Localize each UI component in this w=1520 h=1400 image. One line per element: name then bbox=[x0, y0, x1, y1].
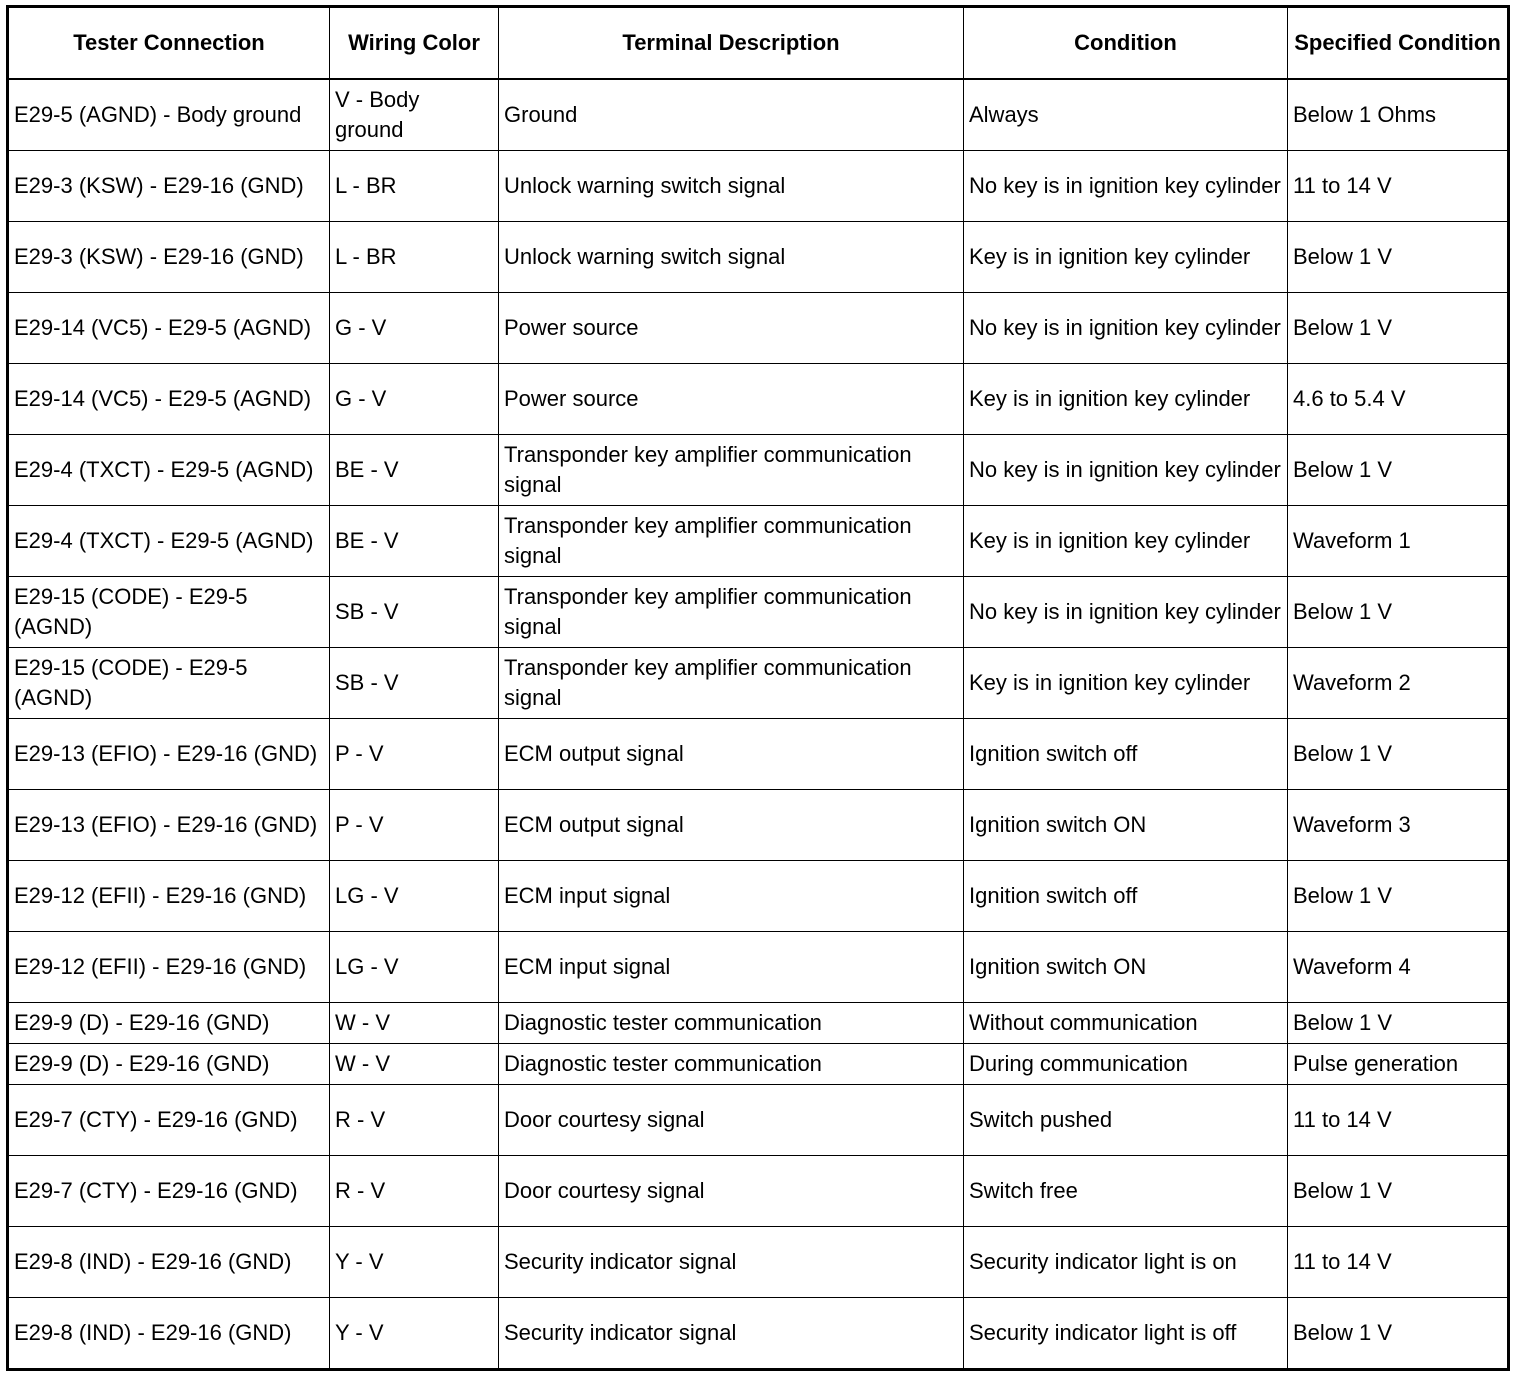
table-row bbox=[8, 1085, 1509, 1156]
specified-condition-cell: Below 1 Ohms bbox=[1288, 79, 1509, 151]
condition-cell: No key is in ignition key cylinder bbox=[964, 151, 1288, 222]
tester-connection-cell: E29-13 (EFIO) - E29-16 (GND) bbox=[8, 790, 330, 861]
tester-connection-cell: E29-13 (EFIO) - E29-16 (GND) bbox=[8, 719, 330, 790]
tester-connection-cell: E29-15 (CODE) - E29-5 (AGND) bbox=[8, 648, 330, 719]
condition-cell: Ignition switch off bbox=[964, 719, 1288, 790]
table-row bbox=[8, 293, 1509, 364]
terminal-description-cell: Unlock warning switch signal bbox=[499, 222, 964, 293]
tester-connection-cell: E29-14 (VC5) - E29-5 (AGND) bbox=[8, 364, 330, 435]
table-row bbox=[8, 1003, 1509, 1044]
wiring-color-cell: P - V bbox=[330, 719, 499, 790]
table-row bbox=[8, 790, 1509, 861]
condition-cell: Without communication bbox=[964, 1003, 1288, 1044]
tester-connection-cell: E29-9 (D) - E29-16 (GND) bbox=[8, 1003, 330, 1044]
specified-condition-cell: 11 to 14 V bbox=[1288, 151, 1509, 222]
terminal-description-cell: Transponder key amplifier communication signal bbox=[499, 577, 964, 648]
wiring-color-cell: R - V bbox=[330, 1156, 499, 1227]
condition-cell: Security indicator light is on bbox=[964, 1227, 1288, 1298]
terminal-description-cell: ECM input signal bbox=[499, 932, 964, 1003]
specified-condition-cell: Below 1 V bbox=[1288, 1003, 1509, 1044]
condition-cell: Ignition switch ON bbox=[964, 932, 1288, 1003]
terminal-description-cell: Diagnostic tester communication bbox=[499, 1044, 964, 1085]
condition-cell: No key is in ignition key cylinder bbox=[964, 435, 1288, 506]
terminal-description-cell: Ground bbox=[499, 79, 964, 151]
tester-connection-cell: E29-9 (D) - E29-16 (GND) bbox=[8, 1044, 330, 1085]
terminal-description-cell: ECM output signal bbox=[499, 719, 964, 790]
wiring-color-cell: W - V bbox=[330, 1003, 499, 1044]
terminal-description-cell: Transponder key amplifier communication signal bbox=[499, 435, 964, 506]
condition-cell: Key is in ignition key cylinder bbox=[964, 222, 1288, 293]
terminal-description-cell: Security indicator signal bbox=[499, 1227, 964, 1298]
wiring-color-cell: R - V bbox=[330, 1085, 499, 1156]
specified-condition-cell: Below 1 V bbox=[1288, 719, 1509, 790]
wiring-color-cell: LG - V bbox=[330, 932, 499, 1003]
table-row bbox=[8, 1044, 1509, 1085]
wiring-color-cell: G - V bbox=[330, 364, 499, 435]
table-row bbox=[8, 435, 1509, 506]
wiring-color-cell: BE - V bbox=[330, 506, 499, 577]
tester-connection-cell: E29-4 (TXCT) - E29-5 (AGND) bbox=[8, 435, 330, 506]
specified-condition-cell: 11 to 14 V bbox=[1288, 1085, 1509, 1156]
specified-condition-cell: Below 1 V bbox=[1288, 222, 1509, 293]
table-row bbox=[8, 932, 1509, 1003]
condition-cell: Switch free bbox=[964, 1156, 1288, 1227]
terminal-description-cell: Security indicator signal bbox=[499, 1298, 964, 1370]
specified-condition-cell: Below 1 V bbox=[1288, 435, 1509, 506]
condition-cell: No key is in ignition key cylinder bbox=[964, 577, 1288, 648]
terminal-description-cell: Transponder key amplifier communication signal bbox=[499, 506, 964, 577]
table-row bbox=[8, 222, 1509, 293]
table-row bbox=[8, 1156, 1509, 1227]
header-condition: Condition bbox=[964, 7, 1288, 80]
specified-condition-cell: Below 1 V bbox=[1288, 1298, 1509, 1370]
specified-condition-cell: 11 to 14 V bbox=[1288, 1227, 1509, 1298]
wiring-color-cell: P - V bbox=[330, 790, 499, 861]
tester-connection-cell: E29-3 (KSW) - E29-16 (GND) bbox=[8, 151, 330, 222]
table-row bbox=[8, 719, 1509, 790]
wiring-color-cell: BE - V bbox=[330, 435, 499, 506]
specified-condition-cell: Below 1 V bbox=[1288, 1156, 1509, 1227]
specified-condition-cell: Below 1 V bbox=[1288, 861, 1509, 932]
wiring-color-cell: SB - V bbox=[330, 648, 499, 719]
table-body bbox=[8, 79, 1509, 1370]
tester-connection-cell: E29-3 (KSW) - E29-16 (GND) bbox=[8, 222, 330, 293]
specified-condition-cell: Waveform 4 bbox=[1288, 932, 1509, 1003]
table-row bbox=[8, 506, 1509, 577]
tester-connection-cell: E29-5 (AGND) - Body ground bbox=[8, 79, 330, 151]
terminal-description-cell: Door courtesy signal bbox=[499, 1085, 964, 1156]
tester-connection-cell: E29-15 (CODE) - E29-5 (AGND) bbox=[8, 577, 330, 648]
wiring-color-cell: G - V bbox=[330, 293, 499, 364]
condition-cell: Ignition switch ON bbox=[964, 790, 1288, 861]
condition-cell: Switch pushed bbox=[964, 1085, 1288, 1156]
header-terminal-description: Terminal Description bbox=[499, 7, 964, 80]
header-specified-condition: Specified Condition bbox=[1288, 7, 1509, 80]
terminal-description-cell: Diagnostic tester communication bbox=[499, 1003, 964, 1044]
condition-cell: No key is in ignition key cylinder bbox=[964, 293, 1288, 364]
condition-cell: Always bbox=[964, 79, 1288, 151]
wiring-color-cell: Y - V bbox=[330, 1298, 499, 1370]
table-row bbox=[8, 648, 1509, 719]
table-row bbox=[8, 364, 1509, 435]
table-row bbox=[8, 151, 1509, 222]
specified-condition-cell: Waveform 1 bbox=[1288, 506, 1509, 577]
specified-condition-cell: 4.6 to 5.4 V bbox=[1288, 364, 1509, 435]
specified-condition-cell: Waveform 2 bbox=[1288, 648, 1509, 719]
header-tester-connection: Tester Connection bbox=[8, 7, 330, 80]
tester-connection-cell: E29-7 (CTY) - E29-16 (GND) bbox=[8, 1085, 330, 1156]
condition-cell: Ignition switch off bbox=[964, 861, 1288, 932]
header-wiring-color: Wiring Color bbox=[330, 7, 499, 80]
tester-connection-cell: E29-7 (CTY) - E29-16 (GND) bbox=[8, 1156, 330, 1227]
condition-cell: During communication bbox=[964, 1044, 1288, 1085]
table-row bbox=[8, 1298, 1509, 1370]
terminal-description-cell: Power source bbox=[499, 364, 964, 435]
terminal-description-cell: ECM input signal bbox=[499, 861, 964, 932]
table-row bbox=[8, 1227, 1509, 1298]
terminal-inspection-table bbox=[6, 5, 1510, 1371]
terminal-description-cell: Door courtesy signal bbox=[499, 1156, 964, 1227]
specified-condition-cell: Waveform 3 bbox=[1288, 790, 1509, 861]
tester-connection-cell: E29-8 (IND) - E29-16 (GND) bbox=[8, 1298, 330, 1370]
tester-connection-cell: E29-8 (IND) - E29-16 (GND) bbox=[8, 1227, 330, 1298]
condition-cell: Security indicator light is off bbox=[964, 1298, 1288, 1370]
tester-connection-cell: E29-12 (EFII) - E29-16 (GND) bbox=[8, 861, 330, 932]
wiring-color-cell: W - V bbox=[330, 1044, 499, 1085]
tester-connection-cell: E29-12 (EFII) - E29-16 (GND) bbox=[8, 932, 330, 1003]
terminal-description-cell: Transponder key amplifier communication signal bbox=[499, 648, 964, 719]
terminal-description-cell: ECM output signal bbox=[499, 790, 964, 861]
wiring-color-cell: SB - V bbox=[330, 577, 499, 648]
terminal-description-cell: Unlock warning switch signal bbox=[499, 151, 964, 222]
wiring-color-cell: LG - V bbox=[330, 861, 499, 932]
table-row bbox=[8, 861, 1509, 932]
condition-cell: Key is in ignition key cylinder bbox=[964, 506, 1288, 577]
table-row bbox=[8, 79, 1509, 151]
wiring-color-cell: L - BR bbox=[330, 222, 499, 293]
wiring-color-cell: Y - V bbox=[330, 1227, 499, 1298]
tester-connection-cell: E29-4 (TXCT) - E29-5 (AGND) bbox=[8, 506, 330, 577]
specified-condition-cell: Below 1 V bbox=[1288, 577, 1509, 648]
specified-condition-cell: Pulse generation bbox=[1288, 1044, 1509, 1085]
condition-cell: Key is in ignition key cylinder bbox=[964, 364, 1288, 435]
table-row bbox=[8, 577, 1509, 648]
wiring-color-cell: V - Body ground bbox=[330, 79, 499, 151]
terminal-description-cell: Power source bbox=[499, 293, 964, 364]
header-row bbox=[8, 7, 1509, 80]
specified-condition-cell: Below 1 V bbox=[1288, 293, 1509, 364]
wiring-color-cell: L - BR bbox=[330, 151, 499, 222]
tester-connection-cell: E29-14 (VC5) - E29-5 (AGND) bbox=[8, 293, 330, 364]
condition-cell: Key is in ignition key cylinder bbox=[964, 648, 1288, 719]
